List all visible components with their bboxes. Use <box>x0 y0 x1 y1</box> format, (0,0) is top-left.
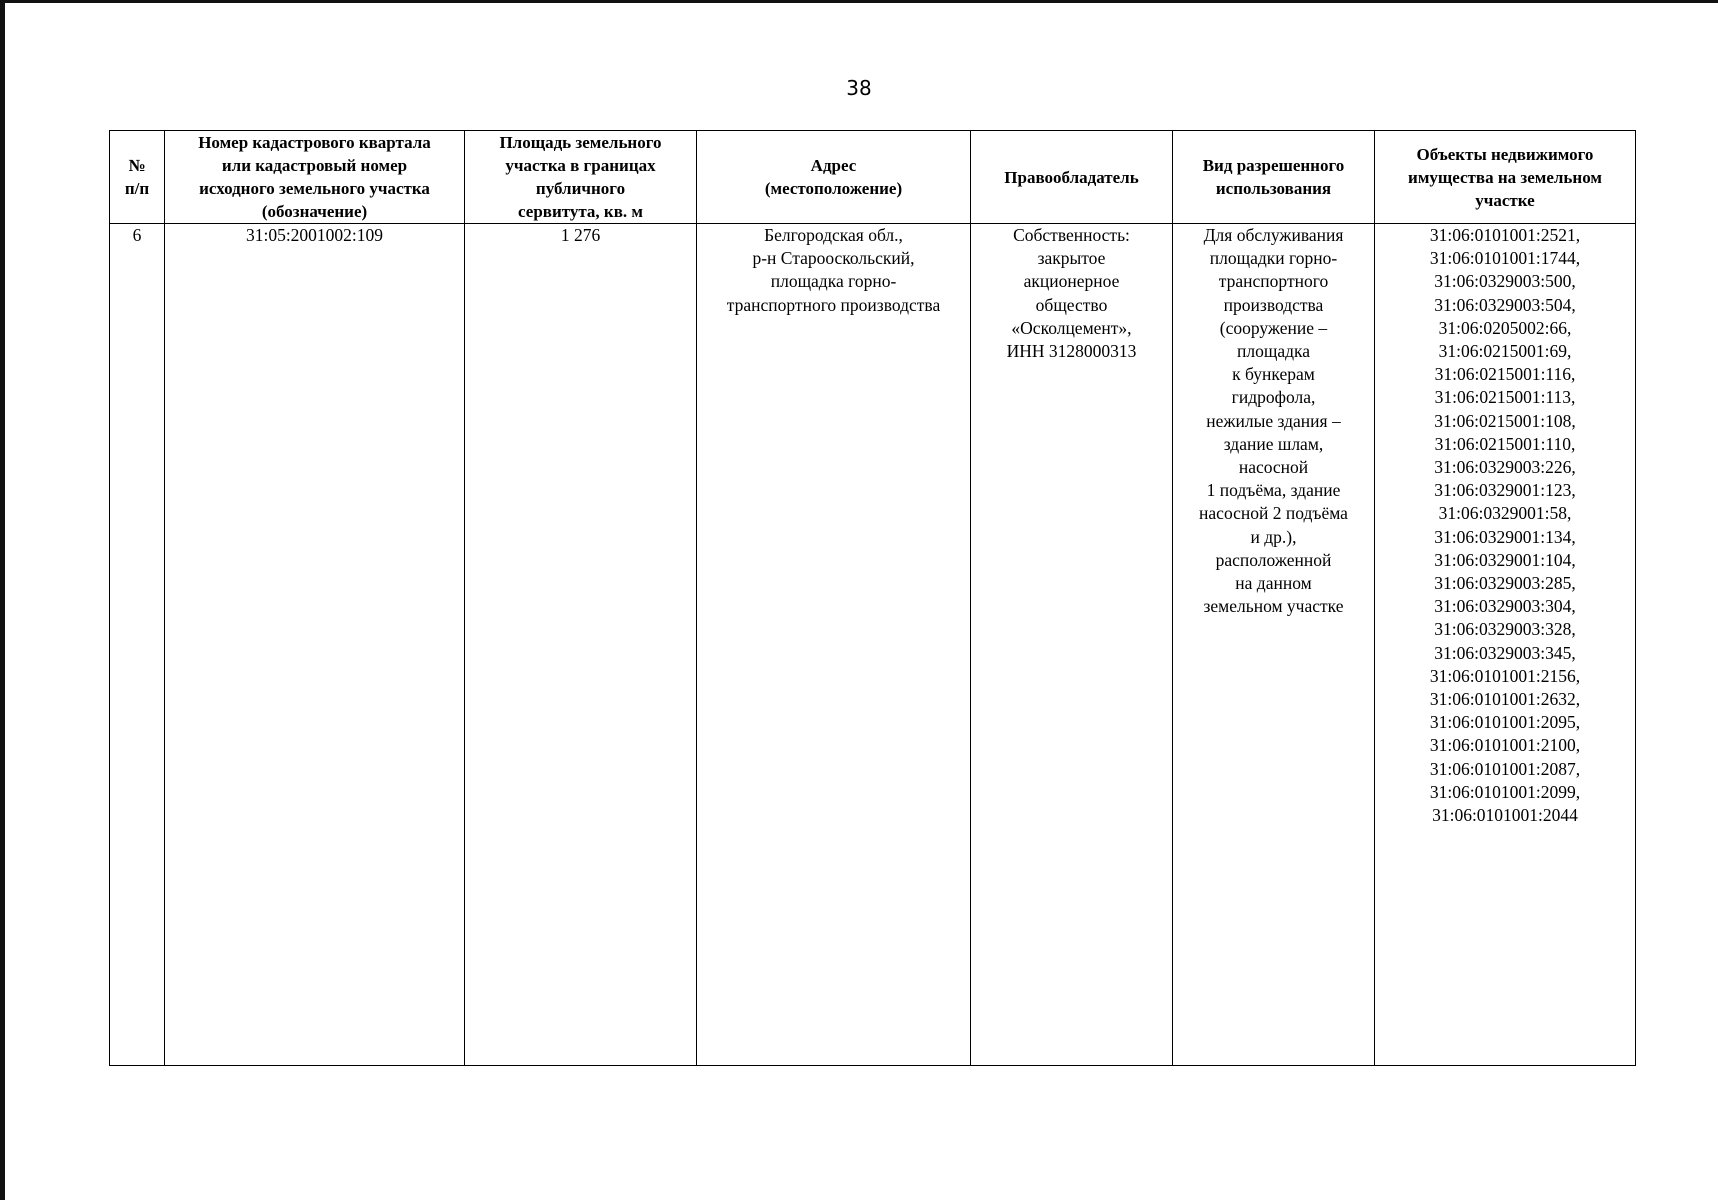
header-permitted-use <box>1173 131 1375 224</box>
cell-text-line: публичного <box>535 179 626 198</box>
cell-text-line: Собственность: <box>1013 225 1130 245</box>
cell-area <box>465 224 697 1066</box>
cell-text-line: р-н Старооскольский, <box>752 248 915 269</box>
cell-text-line: к бункерам <box>1232 364 1315 385</box>
cell-text-line: нежилые здания – <box>1206 410 1341 431</box>
cell-text-line: и др.), <box>1250 526 1297 547</box>
cell-text-line: 31:06:0101001:2087, <box>1429 758 1581 779</box>
cell-text-line: 31:06:0329001:104, <box>1434 549 1576 570</box>
cell-text-line: 31:06:0215001:110, <box>1434 433 1576 454</box>
cell-text-line: 31:06:0329003:328, <box>1434 619 1576 640</box>
header-address <box>697 131 971 224</box>
cell-text-line: производства <box>1223 294 1324 315</box>
scan-edge-left <box>0 0 5 1200</box>
cell-text-line: 1 подъёма, здание <box>1206 480 1341 501</box>
cell-text-line: 31:06:0101001:2521, <box>1429 225 1581 245</box>
cell-number <box>110 224 165 1066</box>
cell-text-line: акционерное <box>1023 271 1120 292</box>
cell-text-line: 31:06:0101001:1744, <box>1429 248 1581 269</box>
cell-real-estate-objects <box>1375 224 1636 1066</box>
cell-text-line: 31:06:0329001:134, <box>1434 526 1576 547</box>
cell-text-line: площадки горно- <box>1209 248 1338 269</box>
cell-text-line: гидрофола, <box>1231 387 1316 408</box>
cell-text-line: площадка горно- <box>770 271 897 292</box>
cell-text-line: 31:06:0329003:504, <box>1434 294 1576 315</box>
cell-text-line: 31:06:0101001:2156, <box>1429 665 1581 686</box>
cell-text-line: 6 <box>132 225 142 245</box>
cell-text-line: Вид разрешенного <box>1202 156 1345 175</box>
cell-text-line: 31:06:0329003:500, <box>1434 271 1576 292</box>
cell-text-line: 31:06:0329003:345, <box>1434 642 1576 663</box>
cell-text-line: 1 276 <box>560 225 601 245</box>
cell-address <box>697 224 971 1066</box>
cell-text-line: земельном участке <box>1203 596 1344 617</box>
cell-text-line: общество <box>1035 294 1108 315</box>
cell-text-line: площадка <box>1237 341 1310 362</box>
header-cadastral-number <box>165 131 465 224</box>
cell-text-line: участка в границах <box>505 156 656 175</box>
header-area <box>465 131 697 224</box>
cell-text-line: на данном <box>1235 573 1312 594</box>
cell-text-line: участке <box>1475 190 1535 210</box>
cell-text-line: Номер кадастрового квартала <box>198 133 431 152</box>
scan-edge-top <box>0 0 1718 3</box>
cell-text-line: 31:06:0101001:2095, <box>1429 712 1581 733</box>
cell-text-line: Площадь земельного <box>499 133 662 152</box>
cell-text-line: 31:06:0329001:123, <box>1434 480 1576 501</box>
cell-text-line: Белгородская обл., <box>764 225 903 245</box>
cell-text-line: п/п <box>124 179 150 198</box>
cell-text-line: Объекты недвижимого <box>1416 144 1594 164</box>
cell-text-line: ИНН 3128000313 <box>1006 341 1137 362</box>
cell-text-line: 31:06:0215001:113, <box>1434 387 1576 408</box>
cell-owner <box>971 224 1173 1066</box>
table-row <box>110 224 1636 1066</box>
cell-text-line: транспортного производства <box>726 294 941 315</box>
cell-text-line: исходного земельного участка <box>199 179 430 198</box>
header-real-estate-objects <box>1375 131 1636 224</box>
page-number: 38 <box>846 76 872 100</box>
servitude-table <box>109 130 1636 1066</box>
cell-text-line: 31:06:0101001:2632, <box>1429 689 1581 710</box>
cell-text-line: 31:06:0101001:2099, <box>1429 781 1581 802</box>
cell-text-line: 31:06:0215001:69, <box>1438 341 1572 362</box>
cell-text-line: расположенной <box>1215 549 1332 570</box>
cell-permitted-use <box>1173 224 1375 1066</box>
cell-text-line: № <box>128 156 146 175</box>
cell-text-line: 31:06:0215001:116, <box>1434 364 1576 385</box>
cell-text-line: 31:06:0205002:66, <box>1438 317 1572 338</box>
cell-text-line: 31:06:0101001:2044 <box>1432 805 1578 826</box>
cell-text-line: (обозначение) <box>261 202 368 221</box>
cell-text-line: транспортного <box>1218 271 1329 292</box>
cell-text-line: 31:06:0101001:2100, <box>1429 735 1581 756</box>
cell-text-line: Адрес <box>810 156 857 175</box>
cell-text-line: или кадастровый номер <box>221 156 408 175</box>
cell-text-line: 31:06:0329003:304, <box>1434 596 1576 617</box>
cell-text-line: 31:06:0215001:108, <box>1434 410 1576 431</box>
cell-text-line: 31:05:2001002:109 <box>245 225 384 245</box>
cell-text-line: имущества на земельном <box>1408 167 1602 187</box>
cell-text-line: насосной 2 подъёма <box>1199 503 1348 524</box>
cell-text-line: 31:06:0329003:226, <box>1434 457 1576 478</box>
cell-text-line: 31:06:0329003:285, <box>1434 573 1576 594</box>
cell-text-line: закрытое <box>1037 248 1106 269</box>
cell-text-line: использования <box>1215 179 1332 198</box>
cell-cadastral-number <box>165 224 465 1066</box>
cell-text-line: 31:06:0329001:58, <box>1438 503 1572 524</box>
header-number <box>110 131 165 224</box>
cell-text-line: насосной <box>1238 457 1309 478</box>
cell-text-line: Правообладатель <box>1004 167 1139 187</box>
cell-text-line: здание шлам, <box>1223 433 1324 454</box>
cell-text-line: (сооружение – <box>1219 317 1328 338</box>
cell-text-line: Для обслуживания <box>1203 225 1344 245</box>
header-row <box>110 131 1636 224</box>
cell-text-line: «Осколцемент», <box>1011 317 1132 338</box>
cell-text-line: сервитута, кв. м <box>518 202 643 221</box>
cell-text-line: (местоположение) <box>764 179 903 198</box>
header-owner <box>971 131 1173 224</box>
